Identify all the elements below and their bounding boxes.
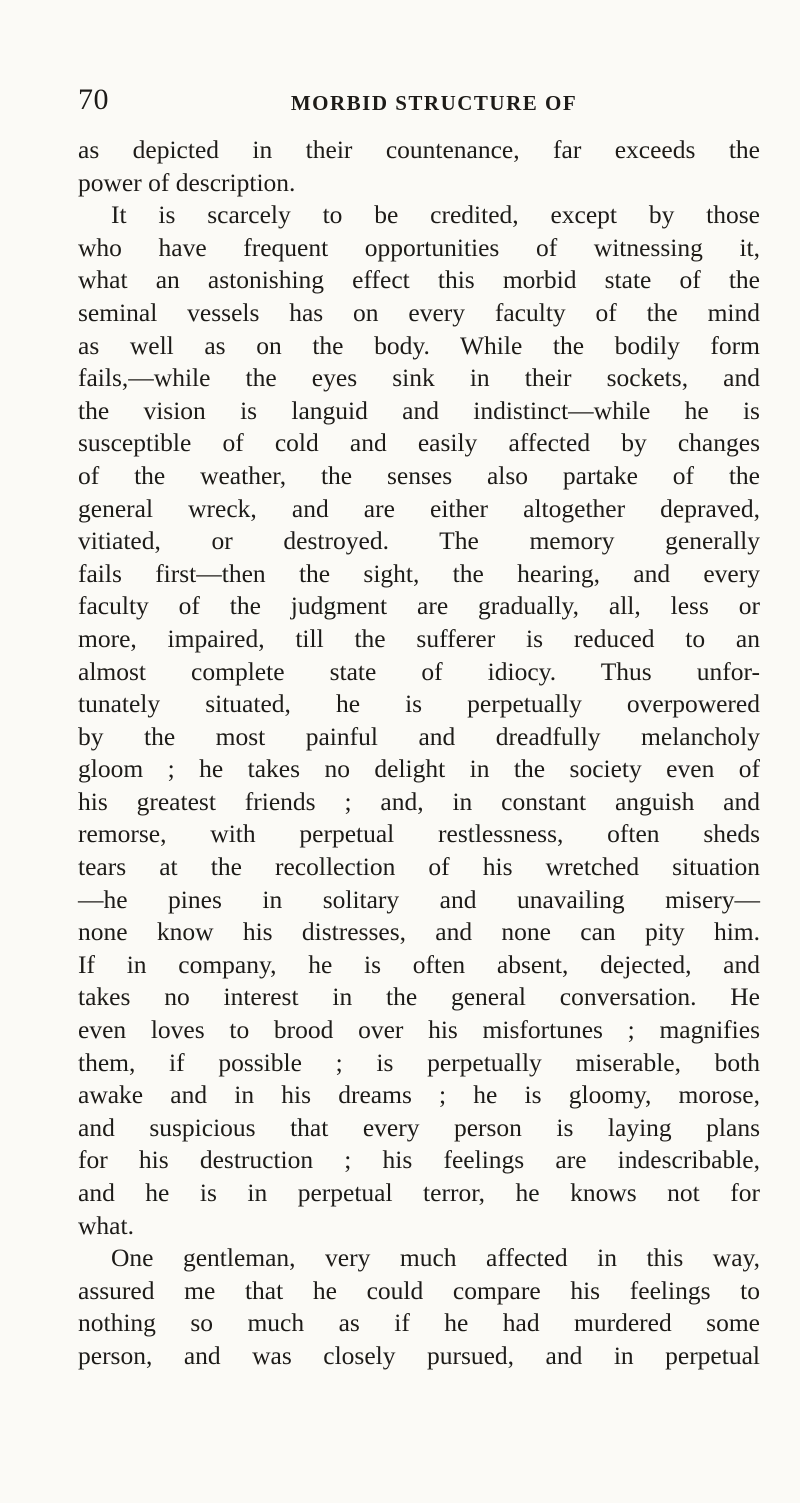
text-line: who have frequent opportunities of witnessing it, [78,232,760,262]
text-line: the vision is languid and indistinct—while he is [78,395,760,425]
text-line: faculty of the judgment are gradually, all, less or [78,591,760,621]
text-line: what. [78,1210,134,1240]
text-line: and he is in perpetual terror, he knows not for [78,1178,760,1207]
page-number: 70 [78,83,109,116]
running-title: MORBID STRUCTURE OF [290,91,578,115]
text-line: as well as on the body. While the bodily form [78,330,760,360]
page-header [78,82,760,122]
text-line: vitiated, or destroyed. The memory generally [78,526,760,556]
text-line: even loves to brood over his misfortunes ; magnifies [78,1015,760,1045]
text-line: his greatest friends ; and, in constant anguish and [78,786,760,816]
text-line: tunately situated, he is perpetually overpowered [78,689,760,719]
text-line: what an astonishing effect this morbid state of the [78,265,760,295]
text-line: nothing so much as if he had murdered some [78,1308,760,1338]
text-line: almost complete state of idiocy. Thus unfor- [78,656,760,686]
text-line: gloom ; he takes no delight in the society even of [78,754,760,784]
text-line: person, and was closely pursued, and in perpetual [78,1340,760,1370]
text-line: them, if possible ; is perpetually miserable, both [78,1047,760,1077]
text-line: assured me that he could compare his feelings to [78,1275,760,1305]
text-line: none know his distresses, and none can pity him. [78,917,760,947]
text-line: susceptible of cold and easily affected by changes [78,428,760,458]
text-line: and suspicious that every person is laying plans [78,1112,760,1142]
text-line: seminal vessels has on every faculty of the mind [78,297,760,327]
text-line: for his destruction ; his feelings are indescribable, [78,1145,760,1175]
text-line: fails first—then the sight, the hearing, and every [78,558,760,588]
text-line: power of description. [78,167,296,197]
text-line: of the weather, the senses also partake of the [78,460,760,490]
text-line: tears at the recollection of his wretched situation [78,852,760,882]
text-line: general wreck, and are either altogether depraved, [78,493,760,523]
text-line: If in company, he is often absent, dejected, and [78,949,760,979]
text-line: It is scarcely to be credited, except by those [111,200,760,230]
body-text [78,134,760,1373]
text-line: more, impaired, till the sufferer is reduced to an [78,623,760,653]
text-line: remorse, with perpetual restlessness, often sheds [78,819,760,849]
text-line: fails,—while the eyes sink in their sockets, and [78,363,760,393]
text-line: takes no interest in the general conversation. He [78,982,760,1012]
text-line: One gentleman, very much affected in this way, [111,1243,760,1273]
text-line: as depicted in their countenance, far exceeds the [78,135,760,164]
text-line: by the most painful and dreadfully melancholy [78,721,760,751]
text-line: awake and in his dreams ; he is gloomy, morose, [78,1080,760,1110]
text-line: —he pines in solitary and unavailing misery— [78,884,760,914]
